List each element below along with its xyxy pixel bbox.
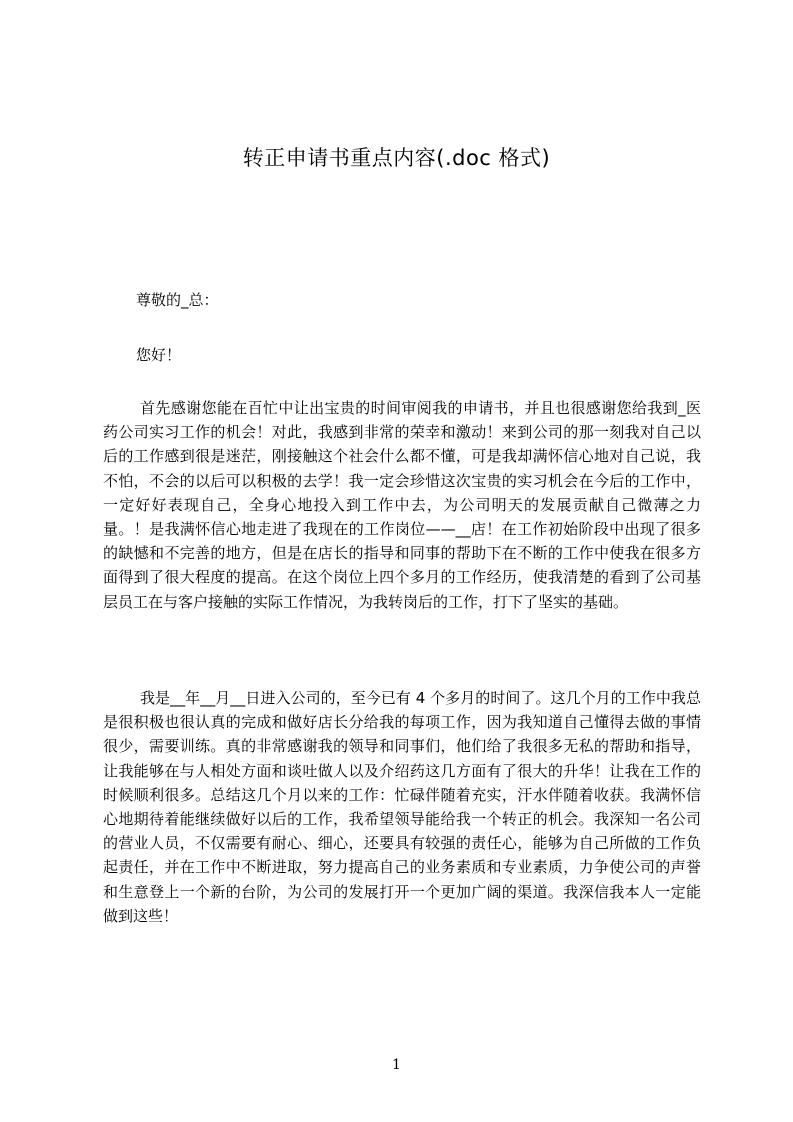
- page-number: 1: [392, 1057, 401, 1073]
- body-paragraph-2: 我是__年__月__日进入公司的，至今已有 4 个多月的时间了。这几个月的工作中我总是很积极也很认真的完成和做好店长分给我的每项工作，因为我知道自己懂得去做的事情很少，需要训练。真的非常感谢我的领导和同事们，他们给了我很多无私的帮助和指导，让我能够在与人相处方面和谈吐做人以及介绍药这几方面有了很大的升华！让我在工作的时候顺利很多。总结这几个月以来的工作：忙碌伴随着充实，汗水伴随着收获。我满怀信心地期待着能继续做好以后的工作，我希望领导能给我一个转正的机会。我深知一名公司的营业人员，不仅需要有耐心、细心，还要具有较强的责任心，能够为自己所做的工作负起责任，并在工作中不断进取，努力提高自己的业务素质和专业素质，力争使公司的声誉和生意登上一个新的台阶，为公司的发展打开一个更加广阔的渠道。我深信我本人一定能做到这些！: [103, 689, 701, 925]
- body-paragraph-1: 首先感谢您能在百忙中让出宝贵的时间审阅我的申请书，并且也很感谢您给我到_医药公司实习工作的机会！对此，我感到非常的荣幸和激动！来到公司的那一刻我对自己以后的工作感到很是迷茫，刚接触这个社会什么都不懂，可是我却满怀信心地对自己说，我不怕，不会的以后可以积极的去学！我一定会珍惜这次宝贵的实习机会在今后的工作中，一定好好表现自己，全身心地投入到工作中去，为公司明天的发展贡献自己微薄之力 量。！是我满怀信心地走进了我现在的工作岗位——__店！在工作初始阶段中出现了很多的缺憾和不完善的地方，但是在店长的指导和同事的帮助下在不断的工作中使我在很多方面得到了很大程度的提高。在这个岗位上四个多月的工作经历，使我清楚的看到了公司基层员工在与客户接触的实际工作情况，为我转岗后的工作，打下了坚实的基础。: [103, 399, 701, 611]
- document-title: 转正申请书重点内容(.doc 格式): [242, 146, 551, 170]
- hello-line: 您好！: [136, 346, 182, 364]
- greeting-line: 尊敬的_总：: [136, 291, 219, 309]
